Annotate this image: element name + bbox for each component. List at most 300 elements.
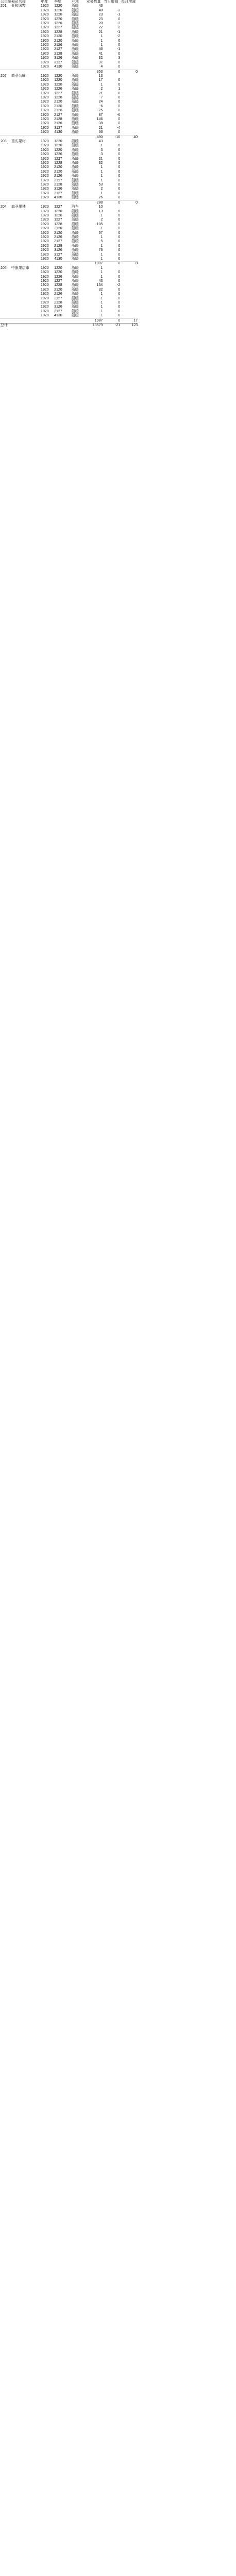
subtotal-count: 490 (86, 135, 103, 140)
table-row (0, 157, 138, 161)
daily-change-cell: 0 (118, 122, 121, 126)
monthly-change-cell (121, 26, 138, 30)
year-cell: 1920 (41, 52, 49, 56)
origin-cell: 浙暖 (71, 17, 79, 21)
origin-cell: 浙暖 (71, 279, 79, 283)
company-code (0, 279, 11, 283)
month-cell: 4130 (54, 65, 62, 69)
monthly-change-cell (121, 65, 138, 70)
company-name (11, 117, 40, 122)
company-code (0, 43, 11, 47)
origin-cell: 浙暖 (71, 140, 79, 143)
company-name (11, 18, 40, 22)
table-row (0, 275, 138, 279)
count-cell: 38 (98, 122, 103, 126)
month-cell: 2127 (54, 178, 62, 182)
month-cell: 2120 (54, 227, 62, 231)
table-row (0, 74, 138, 78)
table-row (0, 126, 138, 130)
year-cell: 1920 (41, 144, 49, 148)
company-name (11, 227, 40, 231)
monthly-change-cell (121, 109, 138, 113)
year-cell: 1920 (41, 275, 49, 279)
origin-cell: 浙暖 (71, 87, 79, 91)
company-code (0, 83, 11, 87)
daily-change-cell: -4 (116, 126, 121, 130)
monthly-change-cell (121, 78, 138, 82)
month-cell: 2120 (54, 170, 62, 174)
empty-cell (54, 135, 71, 140)
empty-cell (11, 70, 40, 74)
daily-change-cell: 0 (118, 209, 121, 213)
year-cell: 1920 (41, 252, 49, 257)
month-cell: 4130 (54, 257, 62, 261)
company-name (11, 83, 40, 87)
monthly-change-cell (121, 126, 138, 130)
monthly-change-cell (121, 310, 138, 314)
daily-change-cell: 0 (118, 17, 121, 21)
count-cell: 21 (98, 91, 103, 95)
count-cell: 4 (100, 65, 103, 69)
year-cell: 1920 (41, 152, 49, 157)
monthly-change-cell (121, 61, 138, 65)
year-cell: 1920 (41, 95, 49, 99)
year-cell: 1920 (41, 117, 49, 121)
daily-change-cell: 0 (118, 65, 121, 69)
monthly-change-cell (121, 130, 138, 135)
company-name (11, 253, 40, 257)
table-row (0, 257, 138, 262)
table-row (0, 253, 138, 257)
daily-change-cell: 0 (118, 170, 121, 174)
company-name (11, 235, 40, 240)
company-code (0, 235, 11, 240)
origin-cell: 浙暖 (71, 157, 79, 161)
origin-cell: 汽车 (71, 205, 79, 209)
company-name (11, 130, 40, 135)
daily-change-cell: 0 (118, 82, 121, 87)
empty-cell (54, 200, 71, 205)
empty-cell (40, 318, 54, 323)
company-name (11, 314, 40, 318)
count-cell: 2 (100, 187, 103, 191)
year-cell: 1920 (41, 222, 49, 226)
company-name (11, 214, 40, 218)
company-code (0, 122, 11, 126)
month-cell: 2127 (54, 47, 62, 52)
monthly-change-cell (121, 253, 138, 257)
month-cell: 1227 (54, 218, 62, 222)
table-row (0, 87, 138, 91)
daily-change-cell: 0 (118, 78, 121, 82)
origin-cell: 浙暖 (71, 240, 79, 244)
year-cell: 1920 (41, 248, 49, 252)
company-name (11, 126, 40, 130)
company-code (0, 231, 11, 235)
count-cell: 1 (100, 270, 103, 275)
month-cell: 1228 (54, 222, 62, 226)
empty-cell (54, 324, 71, 328)
daily-change-cell: 0 (118, 305, 121, 309)
grand-total-label: 总计 (0, 324, 11, 328)
monthly-change-cell (121, 248, 138, 252)
table-row (0, 35, 138, 39)
origin-cell: 浙暖 (71, 270, 79, 275)
company-name (11, 65, 40, 70)
month-cell: 1227 (54, 26, 62, 30)
company-name (11, 122, 40, 126)
origin-cell: 浙暖 (71, 4, 79, 8)
year-cell: 1920 (41, 174, 49, 178)
daily-change-cell: 0 (118, 52, 121, 56)
year-cell: 1920 (41, 235, 49, 239)
month-cell: 2127 (54, 296, 62, 300)
table-row (0, 288, 138, 292)
table-row (0, 26, 138, 30)
count-cell: 53 (98, 183, 103, 187)
table-row (0, 310, 138, 314)
daily-change-cell: 0 (118, 231, 121, 235)
year-cell: 1920 (41, 148, 49, 152)
empty-cell (11, 318, 40, 323)
company-name (11, 96, 40, 100)
origin-cell: 浙暖 (71, 113, 79, 117)
company-code (0, 96, 11, 100)
count-cell: 1 (100, 227, 103, 231)
daily-change-cell: 0 (118, 270, 121, 275)
count-cell: 46 (98, 47, 103, 52)
year-cell: 1920 (41, 244, 49, 248)
table-row (0, 266, 138, 270)
table-row (0, 297, 138, 301)
company-code (0, 157, 11, 161)
company-code (0, 257, 11, 262)
empty-cell (40, 262, 54, 266)
table-row (0, 105, 138, 109)
empty-cell (11, 200, 40, 205)
origin-cell: 浙暖 (71, 104, 79, 108)
year-cell: 1920 (41, 279, 49, 283)
year-cell: 1920 (41, 305, 49, 309)
monthly-change-cell (121, 39, 138, 43)
subtotal-label (0, 70, 11, 74)
count-cell: 1 (100, 170, 103, 174)
table-row (0, 214, 138, 218)
monthly-change-cell (121, 257, 138, 262)
header-cell: 业务数量 (86, 0, 101, 4)
company-name (11, 113, 40, 117)
count-cell: 21 (98, 30, 103, 34)
origin-cell: 浙暖 (71, 314, 79, 318)
company-name (11, 196, 40, 200)
daily-change-cell: 0 (118, 148, 121, 152)
company-name (11, 210, 40, 214)
daily-change-cell: 2 (118, 26, 121, 30)
year-cell: 1920 (41, 266, 49, 270)
company-code (0, 9, 11, 13)
origin-cell: 浙暖 (71, 144, 79, 148)
company-name (11, 292, 40, 296)
daily-change-cell: 0 (118, 196, 121, 200)
monthly-change-cell (121, 279, 138, 283)
table-row (0, 231, 138, 235)
table-row (0, 244, 138, 248)
month-cell: 1226 (54, 213, 62, 217)
count-cell: 1 (100, 174, 103, 178)
company-code (0, 270, 11, 275)
year-cell: 1920 (41, 301, 49, 305)
subtotal-row (0, 262, 138, 266)
count-cell: 1 (100, 301, 103, 305)
company-code (0, 248, 11, 252)
monthly-change-cell (121, 240, 138, 244)
year-cell: 1920 (41, 82, 49, 87)
empty-cell (71, 135, 86, 140)
table-row (0, 301, 138, 305)
company-code (0, 100, 11, 104)
empty-cell (11, 324, 40, 328)
company-code (0, 187, 11, 191)
month-cell: 1220 (54, 13, 62, 17)
monthly-change-cell (121, 165, 138, 170)
origin-cell: 浙暖 (71, 43, 79, 47)
company-name (11, 22, 40, 26)
origin-cell: 浙暖 (71, 60, 79, 64)
company-code (0, 314, 11, 318)
month-cell: 2126 (54, 235, 62, 239)
origin-cell: 浙暖 (71, 218, 79, 222)
count-cell: 32 (98, 56, 103, 60)
month-cell: 3127 (54, 60, 62, 64)
month-cell: 1227 (54, 91, 62, 95)
table-row (0, 4, 138, 8)
origin-cell: 浙暖 (71, 183, 79, 187)
company-code (0, 35, 11, 39)
month-cell: 4130 (54, 314, 62, 318)
monthly-change-cell (121, 210, 138, 214)
origin-cell: 浙暖 (71, 30, 79, 34)
year-cell: 1920 (41, 183, 49, 187)
count-cell: 1 (100, 252, 103, 257)
subtotal-monthly-change: 0 (121, 70, 138, 74)
monthly-change-cell (121, 148, 138, 152)
subtotal-count: 353 (86, 70, 103, 74)
month-cell: 1226 (54, 152, 62, 157)
count-cell: 1 (100, 292, 103, 296)
month-cell: 1220 (54, 17, 62, 21)
monthly-change-cell (121, 30, 138, 35)
year-cell: 1920 (41, 165, 49, 170)
count-cell: 1 (100, 244, 103, 248)
daily-change-cell: 0 (118, 161, 121, 165)
daily-change-cell: 0 (118, 187, 121, 191)
origin-cell: 浙暖 (71, 222, 79, 226)
monthly-change-cell (121, 18, 138, 22)
year-cell: 1920 (41, 157, 49, 161)
company-name (11, 43, 40, 47)
year-cell: 1920 (41, 161, 49, 165)
table-row (0, 78, 138, 82)
daily-change-cell: 0 (118, 174, 121, 178)
company-name (11, 109, 40, 113)
monthly-change-cell (121, 205, 138, 209)
count-cell: 1 (100, 39, 103, 43)
daily-change-cell: 0 (118, 95, 121, 99)
month-cell: 1226 (54, 275, 62, 279)
subtotal-label (0, 318, 11, 323)
count-cell: 1 (100, 309, 103, 313)
count-cell: 1 (100, 314, 103, 318)
count-cell: 22 (98, 26, 103, 30)
origin-cell: 浙暖 (71, 235, 79, 239)
count-cell: 1 (100, 144, 103, 148)
company-code (0, 297, 11, 301)
month-cell: 2128 (54, 183, 62, 187)
company-code: 201 (1, 4, 7, 8)
table-row (0, 113, 138, 117)
year-cell: 1920 (41, 257, 49, 261)
origin-cell: 浙暖 (71, 213, 79, 217)
monthly-change-cell (121, 275, 138, 279)
empty-cell (54, 70, 71, 74)
company-code (0, 152, 11, 157)
monthly-change-cell (121, 157, 138, 161)
empty-cell (71, 324, 86, 328)
table-row (0, 279, 138, 283)
month-cell: 1220 (54, 74, 62, 78)
count-cell: 1 (100, 296, 103, 300)
report-sheet (0, 0, 236, 328)
grand-total-row (0, 324, 138, 328)
year-cell: 1920 (41, 91, 49, 95)
year-cell: 1920 (41, 170, 49, 174)
daily-change-cell (103, 205, 121, 209)
daily-change-cell: 1 (118, 87, 121, 91)
company-code (0, 47, 11, 52)
empty-cell (54, 262, 71, 266)
month-cell: 2126 (54, 174, 62, 178)
month-cell: 1228 (54, 161, 62, 165)
origin-cell: 浙暖 (71, 74, 79, 78)
origin-cell: 浙暖 (71, 47, 79, 52)
year-cell: 1920 (41, 22, 49, 26)
company-name (11, 105, 40, 109)
daily-change-cell (103, 140, 121, 144)
daily-change-cell: 0 (118, 275, 121, 279)
origin-cell: 浙暖 (71, 283, 79, 287)
table-row (0, 148, 138, 152)
month-cell: 3127 (54, 252, 62, 257)
year-cell: 1920 (41, 122, 49, 126)
month-cell: 3127 (54, 309, 62, 313)
company-code (0, 105, 11, 109)
count-cell: 1 (100, 213, 103, 217)
origin-cell: 浙暖 (71, 287, 79, 292)
company-name (11, 92, 40, 96)
table-row (0, 223, 138, 227)
year-cell: 1920 (41, 109, 49, 113)
grand-total-daily-change: -21 (103, 324, 121, 328)
empty-cell (40, 200, 54, 205)
origin-cell: 浙暖 (71, 165, 79, 170)
count-cell: 1 (100, 275, 103, 279)
header-cell: 季度 (54, 0, 62, 4)
month-cell: 3126 (54, 122, 62, 126)
month-cell: 4130 (54, 130, 62, 134)
company-code (0, 22, 11, 26)
company-name (11, 30, 40, 35)
daily-change-cell: 0 (118, 222, 121, 226)
origin-cell: 浙暖 (71, 209, 79, 213)
monthly-change-cell (121, 214, 138, 218)
daily-change-cell: -3 (116, 8, 121, 12)
table-row (0, 179, 138, 183)
company-name (11, 174, 40, 178)
table-row (0, 9, 138, 13)
company-code (0, 92, 11, 96)
company-code (0, 174, 11, 178)
origin-cell: 浙暖 (71, 266, 79, 270)
month-cell: 2120 (54, 35, 62, 39)
subtotal-daily-change: 0 (103, 262, 121, 266)
count-cell: 1 (100, 178, 103, 182)
count-cell: 43 (98, 4, 103, 8)
count-cell: 57 (98, 231, 103, 235)
count-cell: 21 (98, 157, 103, 161)
count-cell: 1 (100, 191, 103, 195)
monthly-change-cell (121, 223, 138, 227)
table-row (0, 174, 138, 178)
company-name (11, 26, 40, 30)
subtotal-row (0, 135, 138, 140)
daily-change-cell: 0 (118, 309, 121, 313)
monthly-change-cell (121, 244, 138, 248)
year-cell: 1920 (41, 126, 49, 130)
year-cell: 1920 (41, 240, 49, 244)
empty-cell (71, 262, 86, 266)
company-name (11, 288, 40, 292)
company-name (11, 161, 40, 165)
month-cell: 2120 (54, 287, 62, 292)
daily-change-cell: 0 (118, 296, 121, 300)
origin-cell: 浙暖 (71, 13, 79, 17)
monthly-change-cell (121, 100, 138, 104)
month-cell: 2126 (54, 43, 62, 47)
monthly-change-cell (121, 87, 138, 91)
table-row (0, 100, 138, 104)
company-name (11, 305, 40, 309)
daily-change-cell: 0 (118, 279, 121, 283)
monthly-change-cell (121, 144, 138, 148)
table-row (0, 161, 138, 165)
company-name: 亚和国客 (11, 4, 26, 8)
month-cell: 2120 (54, 104, 62, 108)
origin-cell: 浙暖 (71, 161, 79, 165)
daily-change-cell: -3 (116, 22, 121, 26)
year-cell: 1920 (41, 140, 49, 143)
subtotal-label (0, 262, 11, 266)
company-code (0, 218, 11, 222)
subtotal-row (0, 318, 138, 323)
empty-cell (11, 135, 40, 140)
table-row (0, 13, 138, 17)
company-code (0, 223, 11, 227)
subtotal-daily-change: 0 (103, 318, 121, 323)
count-cell: 13 (98, 209, 103, 213)
company-code (0, 130, 11, 135)
table-row (0, 109, 138, 113)
company-code (0, 253, 11, 257)
